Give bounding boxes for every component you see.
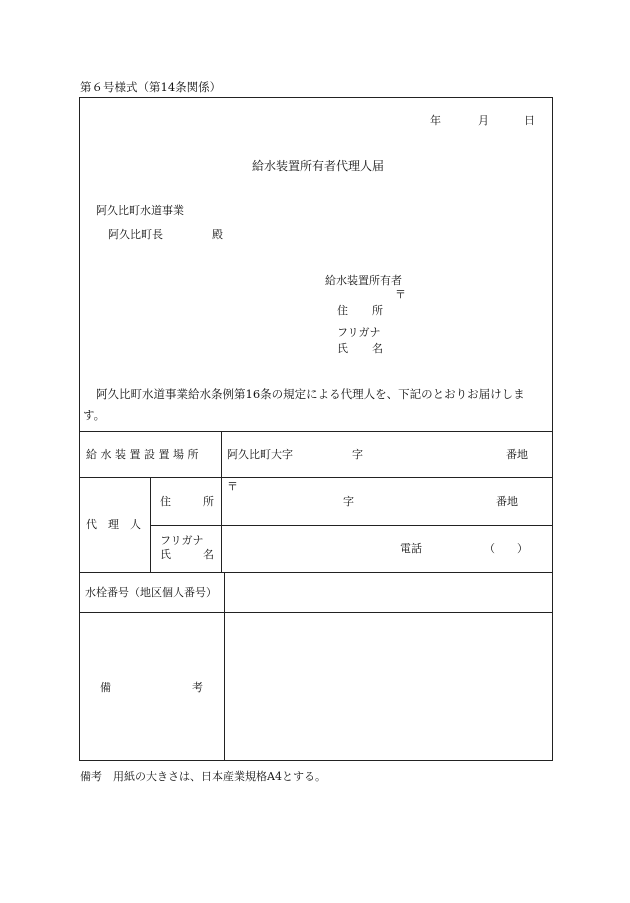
agent-phone-label: 電話	[400, 542, 422, 555]
agent-aza: 字	[343, 495, 354, 508]
addressee-head: 阿久比町長	[108, 228, 163, 241]
agent-postal-mark: 〒	[227, 480, 238, 493]
rule-after-agent	[79, 572, 553, 573]
agent-address-label-2: 所	[203, 495, 214, 508]
rule-agent-mid	[150, 525, 553, 526]
remarks-label-2: 考	[192, 681, 203, 694]
remarks-label-1: 備	[100, 681, 111, 694]
col-divider-agent	[150, 477, 151, 572]
body-text-line2: す。	[83, 408, 106, 422]
date-year: 年	[430, 114, 441, 127]
addressee-honorific: 殿	[212, 228, 223, 241]
rule-after-hydrant	[79, 612, 553, 613]
agent-banchi: 番地	[496, 495, 518, 508]
owner-furigana: フリガナ	[337, 326, 381, 339]
owner-address-label-1: 住	[337, 304, 348, 317]
owner-postal-mark: 〒	[395, 288, 406, 301]
owner-name-label-2: 名	[372, 342, 383, 355]
location-banchi: 番地	[506, 448, 528, 461]
addressee-org: 阿久比町水道事業	[96, 204, 184, 217]
agent-address-label-1: 住	[160, 495, 171, 508]
form-number: 第６号様式（第14条関係）	[80, 80, 222, 94]
agent-name-label-1: 氏	[160, 548, 171, 561]
col-divider-upper	[221, 431, 222, 572]
owner-heading: 給水装置所有者	[325, 274, 402, 287]
table-top-rule	[79, 431, 553, 432]
col-divider-lower	[224, 572, 225, 761]
owner-address-label-2: 所	[372, 304, 383, 317]
agent-phone-paren: （ ）	[484, 542, 528, 555]
location-aza: 字	[352, 448, 363, 461]
footnote: 備考 用紙の大きさは、日本産業規格A4とする。	[80, 770, 326, 783]
form-frame	[79, 97, 553, 761]
hydrant-label: 水栓番号（地区個人番号）	[85, 586, 217, 599]
date-month: 月	[478, 114, 489, 127]
location-label: 給 水 装 置 設 置 場 所	[86, 448, 199, 461]
form-title: 給水装置所有者代理人届	[252, 159, 385, 173]
body-text-line1: 阿久比町水道事業給水条例第16条の規定による代理人を、下記のとおりお届けしま	[96, 387, 525, 401]
agent-name-label-2: 名	[203, 548, 214, 561]
agent-label: 代 理 人	[86, 518, 141, 531]
owner-name-label-1: 氏	[337, 342, 348, 355]
location-prefix: 阿久比町大字	[227, 448, 293, 461]
agent-furigana: フリガナ	[160, 534, 204, 547]
date-day: 日	[524, 114, 535, 127]
